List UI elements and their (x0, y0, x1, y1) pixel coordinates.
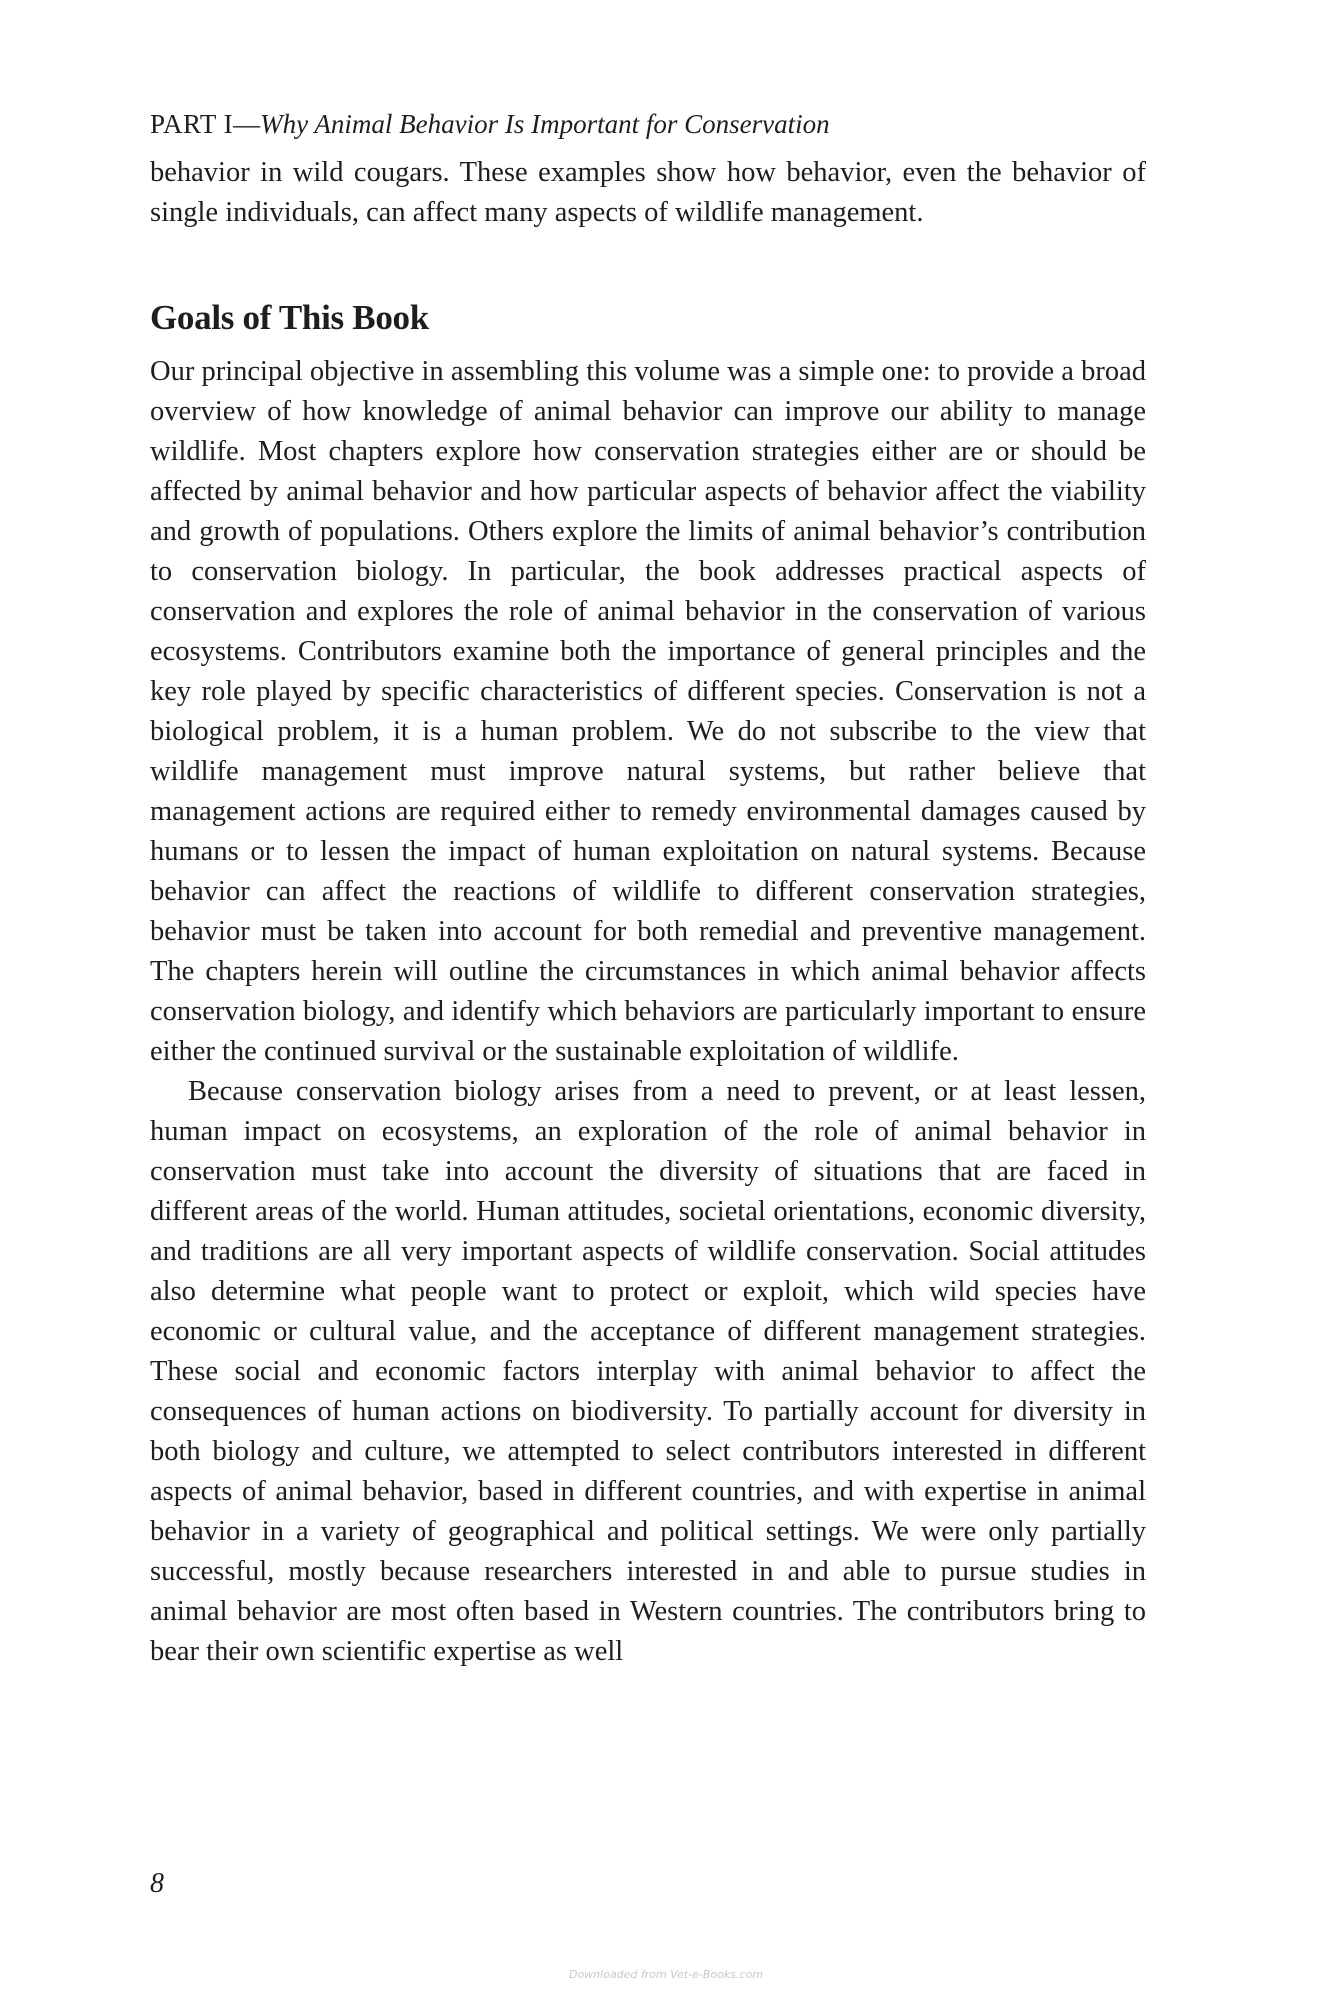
running-head-part: PART I (150, 109, 234, 139)
lead-text (150, 153, 1146, 233)
paragraph: Because conservation biology arises from a need to prevent, or at least lessen, human impact on ecosystems, an exploration of the role of animal behavior in conservation must take into account the diversity of situations that are faced in different areas of the world. Human attitudes, societal orientations, economic diversity, and traditions are all very important aspects of wildlife conservation. Social attitudes also determine what people want to protect or exploit, which wild species have economic or cultural value, and the acceptance of different management strategies. These social and economic factors interplay with animal behavior to affect the consequences of human actions on biodiversity. To partially account for diversity in both biology and culture, we attempted to select contributors interested in different aspects of animal behavior, based in different countries, and with expertise in animal behavior in a variety of geographical and political settings. We were only partially successful, mostly because researchers interested in and able to pursue studies in animal behavior are most often based in Western countries. The contributors bring to bear their own scientific expertise as well (150, 1076, 1146, 1667)
lead-paragraph: behavior in wild cougars. These examples show how behavior, even the behavior of single individuals, can affect many aspects of wildlife management. (150, 157, 1146, 228)
running-head (150, 105, 1146, 143)
paragraph: Our principal objective in assembling this volume was a simple one: to provide a broad overview of how knowledge of animal behavior can improve our ability to manage wildlife. Most chapters explore how conservation strategies either are or should be affected by animal behavior and how particular aspects of behavior affect the viability and growth of populations. Others explore the limits of animal behavior’s contribution to conservation biology. In particular, the book addresses practical aspects of conservation and explores the role of animal behavior in the conservation of various ecosystems. Contributors examine both the importance of general principles and the key role played by specific characteristics of different species. Conservation is not a biological problem, it is a human problem. We do not subscribe to the view that wildlife management must improve natural systems, but rather believe that management actions are required either to remedy environmental damages caused by humans or to lessen the impact of human exploitation on natural systems. Because behavior can affect the reactions of wildlife to different conservation strategies, behavior must be taken into account for both remedial and preventive management. The chapters herein will outline the circumstances in which animal behavior affects conservation biology, and identify which behaviors are particularly important to ensure either the continued survival or the sustainable exploitation of wildlife. (150, 356, 1146, 1067)
watermark: Downloaded from Vet-e-Books.com (568, 1968, 764, 1981)
running-head-title: Why Animal Behavior Is Important for Conservation (260, 109, 830, 139)
section-heading: Goals of This Book (150, 298, 429, 337)
section-body (150, 352, 1146, 1672)
page-number: 8 (150, 1868, 164, 1899)
running-head-dash: — (233, 109, 261, 139)
page-content (150, 105, 1146, 1672)
